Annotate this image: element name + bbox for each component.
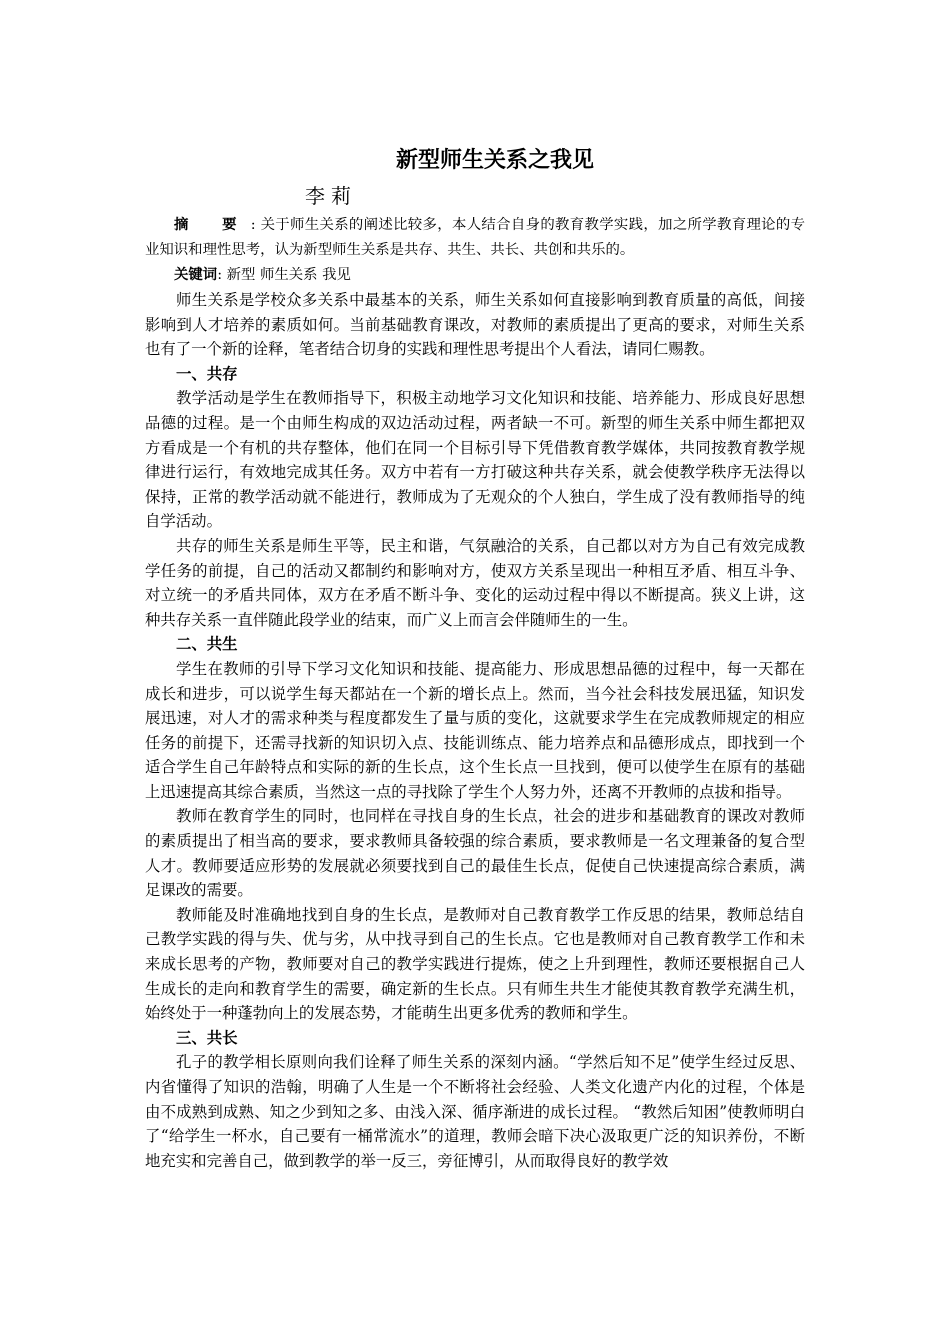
section-heading-cogrow: 二、共生 bbox=[176, 635, 238, 654]
document-body bbox=[145, 143, 805, 1173]
body-paragraph: 共存的师生关系是师生平等，民主和谐，气氛融洽的关系，自己都以对方为自己有效完成教学任务的前提，自己的活动又都制约和影响对方，使双方关系呈现出一种相互矛盾、相互斗争、对立统一的矛盾共同体，双方在矛盾不断斗争、变化的运动过程中得以不断提高。狭义上讲，这种共存关系一直伴随此段学业的结束，而广义上而言会伴随师生的一生。 bbox=[145, 536, 805, 629]
abstract-text: 关于师生关系的阐述比较多，本人结合自身的教育教学实践，加之所学教育理论的专业知识和理性思考，认为新型师生关系是共存、共生、共长、共创和共乐的。 bbox=[145, 217, 806, 258]
abstract-separator: : bbox=[250, 217, 256, 233]
body-paragraph: 教学活动是学生在教师指导下，积极主动地学习文化知识和技能、培养能力、形成良好思想品德的过程。是一个由师生构成的双边活动过程，两者缺一不可。新型的师生关系中师生都把双方看成是一个有机的共存整体，他们在同一个目标引导下凭借教育教学媒体，共同按教育教学规律进行运行，有效地完成其任务。双方中若有一方打破这种共存关系，就会使教学秩序无法得以保持，正常的教学活动就不能进行，教师成为了无观众的个人独白，学生成了没有教师指导的纯自学活动。 bbox=[145, 389, 805, 531]
abstract-label: 摘 要 bbox=[174, 217, 251, 233]
body-paragraph: 教师在教育学生的同时，也同样在寻找自身的生长点，社会的进步和基础教育的课改对教师的素质提出了相当高的要求，要求教师具备较强的综合素质，要求教师是一名文理兼备的复合型人才。教师要适应形势的发展就必须要找到自己的最佳生长点，促使自己快速提高综合素质，满足课改的需要。 bbox=[145, 807, 805, 900]
body-paragraph: 学生在教师的引导下学习文化知识和技能、提高能力、形成思想品德的过程中，每一天都在成长和进步，可以说学生每天都站在一个新的增长点上。然而，当今社会科技发展迅猛，知识发展迅速，对人才的需求种类与程度都发生了量与质的变化，这就要求学生在完成教师规定的相应任务的前提下，还需寻找新的知识切入点、技能训练点、能力培养点和品德形成点，即找到一个适合学生自己年龄特点和实际的新的生长点，这个生长点一旦找到，便可以使学生在原有的基础上迅速提高其综合素质，当然这一点的寻找除了学生个人努力外，还离不开教师的点拔和指导。 bbox=[145, 659, 805, 801]
body-paragraph: 孔子的教学相长原则向我们诠释了师生关系的深刻内涵。“学然后知不足”使学生经过反思、内省懂得了知识的浩翰，明确了人生是一个不断将社会经验、人类文化遗产内化的过程，个体是由不成熟到成熟、知之少到知之多、由浅入深、循序渐进的成长过程。 “教然后知困”使教师明白了“给学生一杯水，自己要有一桶常流水”的道理，教师会暗下决心汲取更广泛的知识养份，不断地充实和完善自己，做到教学的举一反三，旁征博引，从而取得良好的教学效 bbox=[145, 1053, 805, 1170]
section-heading-coexist: 一、共存 bbox=[176, 364, 238, 383]
keywords-text: 新型 师生关系 我见 bbox=[226, 267, 351, 283]
abstract bbox=[145, 213, 805, 263]
author-name: 李莉 bbox=[305, 184, 357, 208]
body-paragraph: 教师能及时准确地找到自身的生长点，是教师对自己教育教学工作反思的结果，教师总结自己教学实践的得与失、优与劣，从中找寻到自己的生长点。它也是教师对自己教育教学工作和未来成长思考的产物，教师要对自己的教学实践进行提炼，使之上升到理性，教师还要根据自己人生成长的走向和教育学生的需要，确定新的生长点。只有师生共生才能使其教育教学充满生机，始终处于一种蓬勃向上的发展态势，才能萌生出更多优秀的教师和学生。 bbox=[145, 905, 805, 1023]
keywords-separator: : bbox=[217, 267, 223, 283]
keywords-label: 关键词 bbox=[174, 267, 218, 283]
intro-paragraph: 师生关系是学校众多关系中最基本的关系，师生关系如何直接影响到教育质量的高低，间接影响到人才培养的素质如何。当前基础教育课改，对教师的素质提出了更高的要求，对师生关系也有了一个新的诠释，笔者结合切身的实践和理性思考提出个人看法，请同仁赐教。 bbox=[145, 291, 805, 359]
section-heading-codevelop: 三、共长 bbox=[176, 1028, 238, 1047]
keywords bbox=[145, 263, 805, 288]
document-title: 新型师生关系之我见 bbox=[395, 148, 594, 173]
